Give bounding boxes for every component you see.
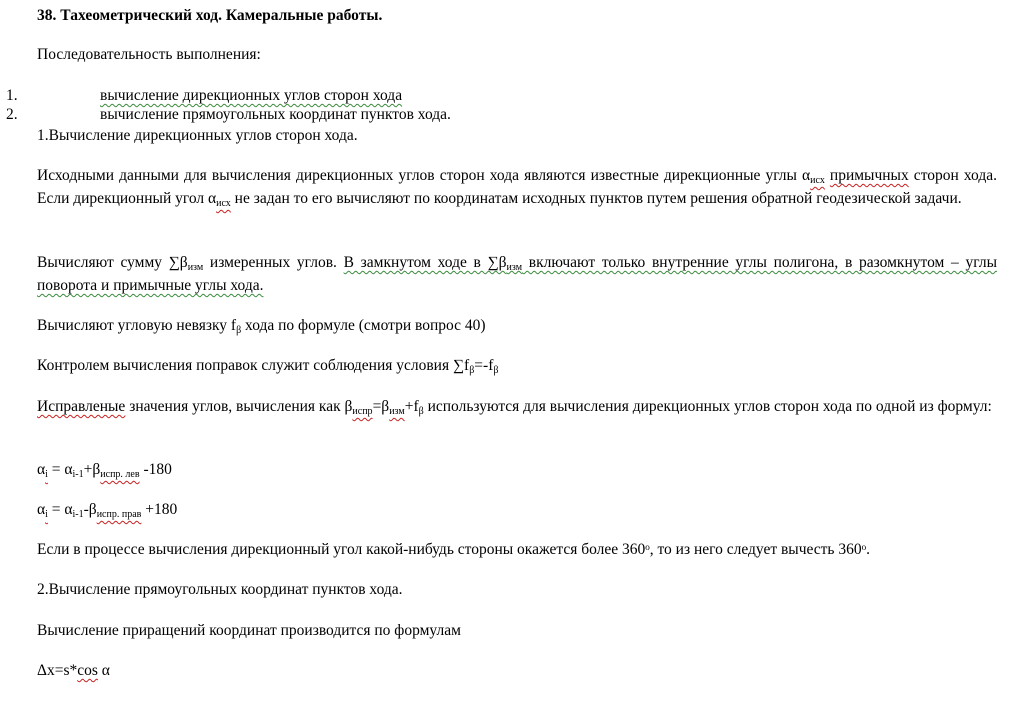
text: измеренных углов. <box>203 254 344 271</box>
section1-heading: 1.Вычисление дирекционных углов сторон хода. <box>37 127 358 144</box>
text: = α <box>47 501 73 518</box>
text: хода по формуле (смотри вопрос 40) <box>241 317 486 334</box>
text: -β <box>83 501 97 518</box>
paragraph-360: Если в процессе вычисления дирекционный угол какой-нибудь стороны окажется более 360ᵒ, то из него следует вычесть 360ᵒ. <box>37 541 870 558</box>
paragraph-angle-sum <box>37 251 997 297</box>
text: включают только внутренние углы полигона, в разомкнутом – углы поворота и примычные углы хода. <box>37 254 997 294</box>
text: Исходными данными для вычисления дирекционных углов сторон хода являются известные дирекционные углы α <box>37 167 811 184</box>
section2-heading: 2.Вычисление прямоугольных координат пунктов хода. <box>37 581 403 598</box>
text: +180 <box>141 501 178 518</box>
text: α <box>37 501 46 518</box>
text: сторон хода. Если дирекционный угол α <box>37 167 997 207</box>
text: +β <box>83 461 101 478</box>
list-number: 1. <box>6 87 18 104</box>
subscript: испр. лев <box>100 469 140 480</box>
list-text: вычисление дирекционных углов сторон хода <box>100 87 403 104</box>
subscript: испр <box>352 406 373 417</box>
sequence-heading: Последовательность выполнения: <box>37 46 261 63</box>
text: Вычисляют сумму ∑β <box>37 254 188 271</box>
text: -180 <box>139 461 172 478</box>
text: значения углов, вычисления как β <box>125 398 353 415</box>
subscript: i <box>45 469 48 480</box>
subscript: β <box>418 406 424 417</box>
text: α <box>37 461 46 478</box>
subscript: испр. прав <box>96 509 142 520</box>
list-text: вычисление прямоугольных координат пунктов хода. <box>100 106 451 123</box>
text: Исправленые <box>37 398 126 415</box>
text: примычных <box>829 167 909 184</box>
formula-left-angle <box>37 458 997 481</box>
text: = α <box>47 461 73 478</box>
list-number: 2. <box>6 106 18 123</box>
subscript: исх <box>810 175 825 186</box>
text: =-f <box>474 357 494 374</box>
text: α <box>97 662 110 679</box>
text: +f <box>404 398 419 415</box>
paragraph-misclosure <box>37 314 997 337</box>
subscript: изм <box>389 406 405 417</box>
subscript: i-1 <box>72 509 84 520</box>
text: Контролем вычисления поправок служит соблюдения условия ∑f <box>37 357 470 374</box>
paragraph-increments: Вычисление приращений координат производится по формулам <box>37 622 461 639</box>
paragraph-corrected-angles <box>37 395 997 418</box>
subscript: изм <box>506 262 523 273</box>
subscript: i-1 <box>72 469 84 480</box>
subscript: изм <box>187 262 204 273</box>
text: В замкнутом ходе в ∑β <box>343 254 507 271</box>
subscript: β <box>493 365 499 376</box>
subscript: β <box>236 325 242 336</box>
subscript: β <box>469 365 475 376</box>
paragraph-control <box>37 354 997 377</box>
text: Δx=s* <box>37 662 78 679</box>
page-title: 38. Тахеометрический ход. Камеральные работы. <box>37 7 383 24</box>
text: =β <box>372 398 390 415</box>
text: Вычисляют угловую невязку f <box>37 317 237 334</box>
list-item <box>0 103 1000 126</box>
subscript: исх <box>216 198 231 209</box>
text: не задан то его вычисляют по координатам исходных пунктов путем решения обратной геодезической задачи. <box>230 190 962 207</box>
paragraph-initial-data <box>37 164 997 210</box>
formula-dx <box>37 659 997 682</box>
subscript: i <box>45 509 48 520</box>
text: используются для вычисления дирекционных углов сторон хода по одной из формул: <box>423 398 992 415</box>
formula-right-angle <box>37 498 997 521</box>
text: cos <box>77 662 98 679</box>
